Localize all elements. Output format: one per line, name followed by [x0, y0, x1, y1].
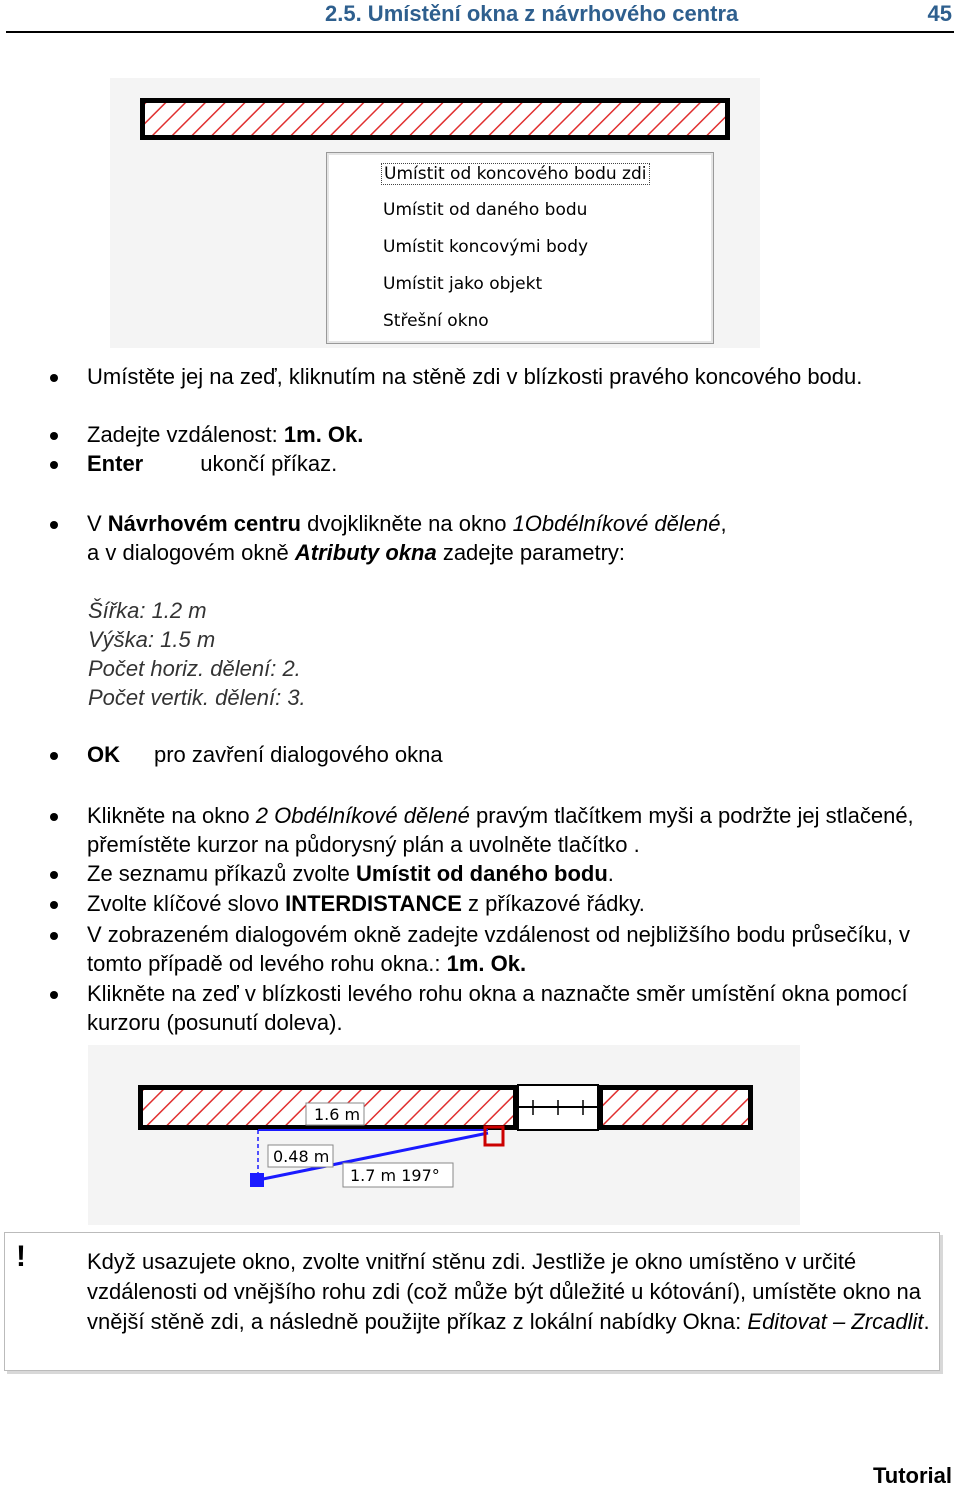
- wall-figure-dimensions: [88, 1045, 800, 1225]
- bullet-choose-command: [87, 859, 937, 888]
- bullet-enter-distance: [87, 420, 937, 449]
- bullet-bold: 1m. Ok.: [446, 951, 527, 976]
- menu-item-roof-window[interactable]: Střešní okno: [383, 311, 489, 331]
- bullet-text: a v dialogovém okně: [87, 540, 295, 565]
- bullet: [50, 521, 58, 529]
- bullet-text: ,: [720, 511, 727, 536]
- menu-item-from-wall-endpoint[interactable]: Umístit od koncového bodu zdi: [381, 163, 650, 185]
- bullet-text: V zobrazeném dialogovém okně zadejte vzdálenost od nejbližšího bodu průsečíku, v tomto případě od levého rohu okna.:: [87, 922, 911, 976]
- note-text-part: Když usazujete okno, zvolte vnitřní stěnu zdi. Jestliže je okno umístěno v určité vzdálenosti od vnějšího rohu zdi (což může být důležité u kótování), umístěte okno na vnější stěně zdi, a následně použijte příkaz z lokální nabídky Okna:: [87, 1249, 922, 1334]
- bullet-right-click-drag: [87, 801, 937, 859]
- bullet: [50, 813, 58, 821]
- bullet: [50, 901, 58, 909]
- bullet-bold: Enter: [87, 451, 144, 476]
- bullet: [50, 752, 58, 760]
- bullet: [50, 991, 58, 999]
- menu-item-from-given-point[interactable]: Umístit od daného bodu: [383, 200, 588, 220]
- dim-label-left: 0.48 m: [273, 1147, 330, 1166]
- chapter-title: 2.5. Umístění okna z návrhového centra: [325, 1, 739, 26]
- bullet-text: pravým tlačítkem myši a podržte jej stlačené, přemístěte kurzor na půdorysný plán a uvolněte tlačítko .: [87, 803, 914, 857]
- header-rule: [6, 31, 954, 33]
- bullet-text: dvojklikněte na okno: [300, 511, 513, 536]
- bullet-text: Zvolte klíčové slovo: [87, 891, 286, 916]
- menu-item-by-endpoints[interactable]: Umístit koncovými body: [383, 237, 589, 257]
- note-italic: Editovat: [747, 1309, 827, 1334]
- dim-label-bottom: 1.7 m 197°: [350, 1166, 440, 1185]
- bullet-text: .: [607, 861, 614, 886]
- bullet: [50, 871, 58, 879]
- param-horiz-div: Počet horiz. dělení: 2.: [88, 656, 301, 681]
- bullet-text: z příkazové řádky.: [461, 891, 645, 916]
- bullet-place-on-wall: Umístěte jej na zeď, kliknutím na stěně zdi v blízkosti pravého koncového bodu.: [87, 364, 863, 389]
- bullet-text: V: [87, 511, 108, 536]
- context-menu[interactable]: [326, 152, 714, 344]
- bullet-italic: 1Obdélníkové dělené: [512, 511, 721, 536]
- bullet: [50, 432, 58, 440]
- bullet-text: pro zavření dialogového okna: [154, 742, 443, 767]
- param-height: Výška: 1.5 m: [88, 627, 216, 652]
- bullet-text: Zadejte vzdálenost:: [87, 422, 284, 447]
- bullet-bold: INTERDISTANCE: [285, 891, 462, 916]
- bullet-bold: 1m. Ok.: [283, 422, 364, 447]
- note-text-part: .: [923, 1309, 930, 1334]
- bullet-design-center: [87, 509, 937, 567]
- note-italic: Zrcadlit: [851, 1309, 924, 1334]
- bullet-text: Ze seznamu příkazů zvolte: [87, 861, 357, 886]
- bullet-bold-italic: Atributy okna: [294, 540, 437, 565]
- bullet-text: zadejte parametry:: [436, 540, 626, 565]
- bullet-text: Klikněte na okno: [87, 803, 256, 828]
- menu-item-as-object[interactable]: Umístit jako objekt: [383, 274, 543, 294]
- bullet: [50, 461, 58, 469]
- footer-label: Tutorial: [872, 1463, 952, 1488]
- bullet-text: ukončí příkaz.: [200, 451, 338, 476]
- bullet-click-wall: Klikněte na zeď v blízkosti levého rohu okna a naznačte směr umístění okna pomocí kurzoru (posunutí doleva).: [87, 981, 908, 1035]
- bullet: [50, 932, 58, 940]
- param-vert-div: Počet vertik. dělení: 3.: [88, 685, 306, 710]
- bullet-bold: Návrhovém centru: [107, 511, 301, 536]
- bullet-bold: OK: [87, 742, 120, 767]
- dim-label-top: 1.6 m: [314, 1105, 361, 1124]
- bullet-italic: 2 Obdélníkové dělené: [255, 803, 470, 828]
- bullet-keyword: [87, 889, 937, 918]
- note-text: [87, 1247, 937, 1337]
- param-width: Šířka: 1.2 m: [88, 598, 207, 623]
- note-exclamation: !: [16, 1240, 26, 1273]
- bullet-bold: Umístit od daného bodu: [356, 861, 608, 886]
- bullet-enter-key: [87, 449, 937, 478]
- bullet: [50, 374, 58, 382]
- page-number: 45: [927, 1, 952, 26]
- note-text-part: –: [826, 1309, 852, 1334]
- bullet-ok: [87, 740, 937, 769]
- bullet-distance-dialog: [87, 920, 937, 978]
